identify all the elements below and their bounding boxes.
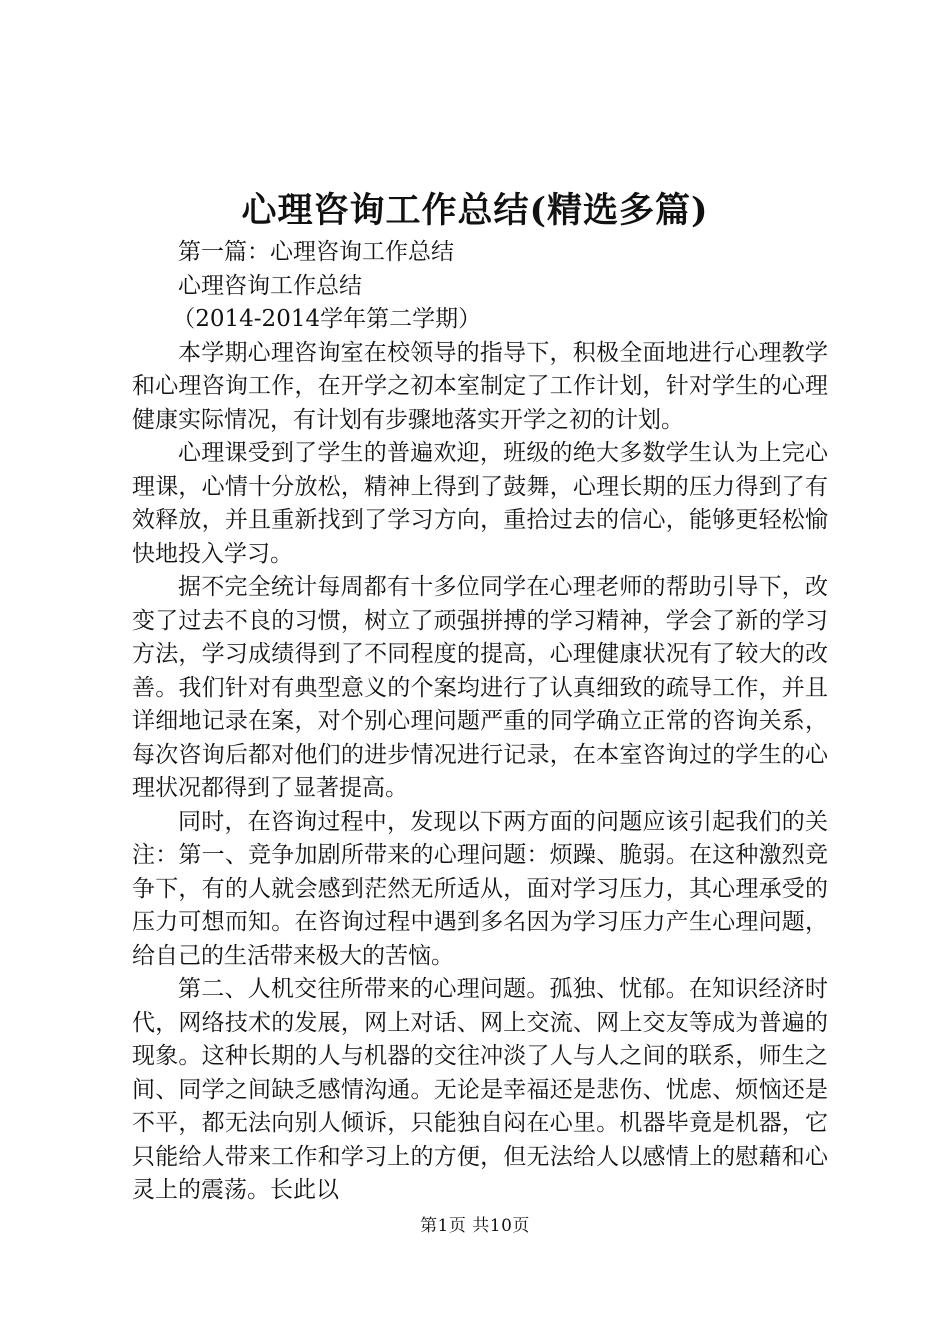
section-heading: 第一篇：心理咨询工作总结	[178, 239, 454, 265]
paragraph: 据不完全统计每周都有十多位同学在心理老师的帮助引导下，改变了过去不良的习惯，树立了顽强拼搏的学习精神，学会了新的学习方法，学习成绩得到了不同程度的提高，心理健康状况有了较大的改善。我们针对有典型意义的个案均进行了认真细致的疏导工作，并且详细地记录在案，对个别心理问题严重的同学确立正常的咨询关系，每次咨询后都对他们的进步情况进行记录，在本室咨询过的学生的心理状况都得到了显著提高。	[132, 574, 828, 801]
paragraph: 第二、人机交往所带来的心理问题。孤独、忧郁。在知识经济时代，网络技术的发展，网上对话、网上交流、网上交友等成为普遍的现象。这种长期的人与机器的交往冲淡了人与人之间的联系，师生之间、同学之间缺乏感情沟通。无论是幸福还是悲伤、忧虑、烦恼还是不平，都无法向别人倾诉，只能独自闷在心里。机器毕竟是机器，它只能给人带来工作和学习上的方便，但无法给人以感情上的慰藉和心灵上的震荡。长此以	[132, 976, 828, 1203]
paragraph: 心理课受到了学生的普遍欢迎，班级的绝大多数学生认为上完心理课，心情十分放松，精神上得到了鼓舞，心理长期的压力得到了有效释放，并且重新找到了学习方向，重拾过去的信心，能够更轻松愉快地投入学习。	[132, 440, 828, 567]
paragraph: 同时，在咨询过程中，发现以下两方面的问题应该引起我们的关注：第一、竞争加剧所带来的心理问题：烦躁、脆弱。在这种激烈竞争下，有的人就会感到茫然无所适从，面对学习压力，其心理承受的压力可想而知。在咨询过程中遇到多名因为学习压力产生心理问题，给自己的生活带来极大的苦恼。	[132, 808, 828, 969]
page-number-footer: 第1页 共10页	[420, 1216, 530, 1236]
paragraph: 本学期心理咨询室在校领导的指导下，积极全面地进行心理教学和心理咨询工作，在开学之初本室制定了工作计划，针对学生的心理健康实际情况，有计划有步骤地落实开学之初的计划。	[132, 339, 828, 433]
section-subheading: 心理咨询工作总结	[178, 272, 362, 299]
term-label: （2014-2014学年第二学期）	[172, 306, 482, 332]
document-body	[132, 236, 828, 1208]
document-title: 心理咨询工作总结(精选多篇)	[241, 190, 709, 231]
